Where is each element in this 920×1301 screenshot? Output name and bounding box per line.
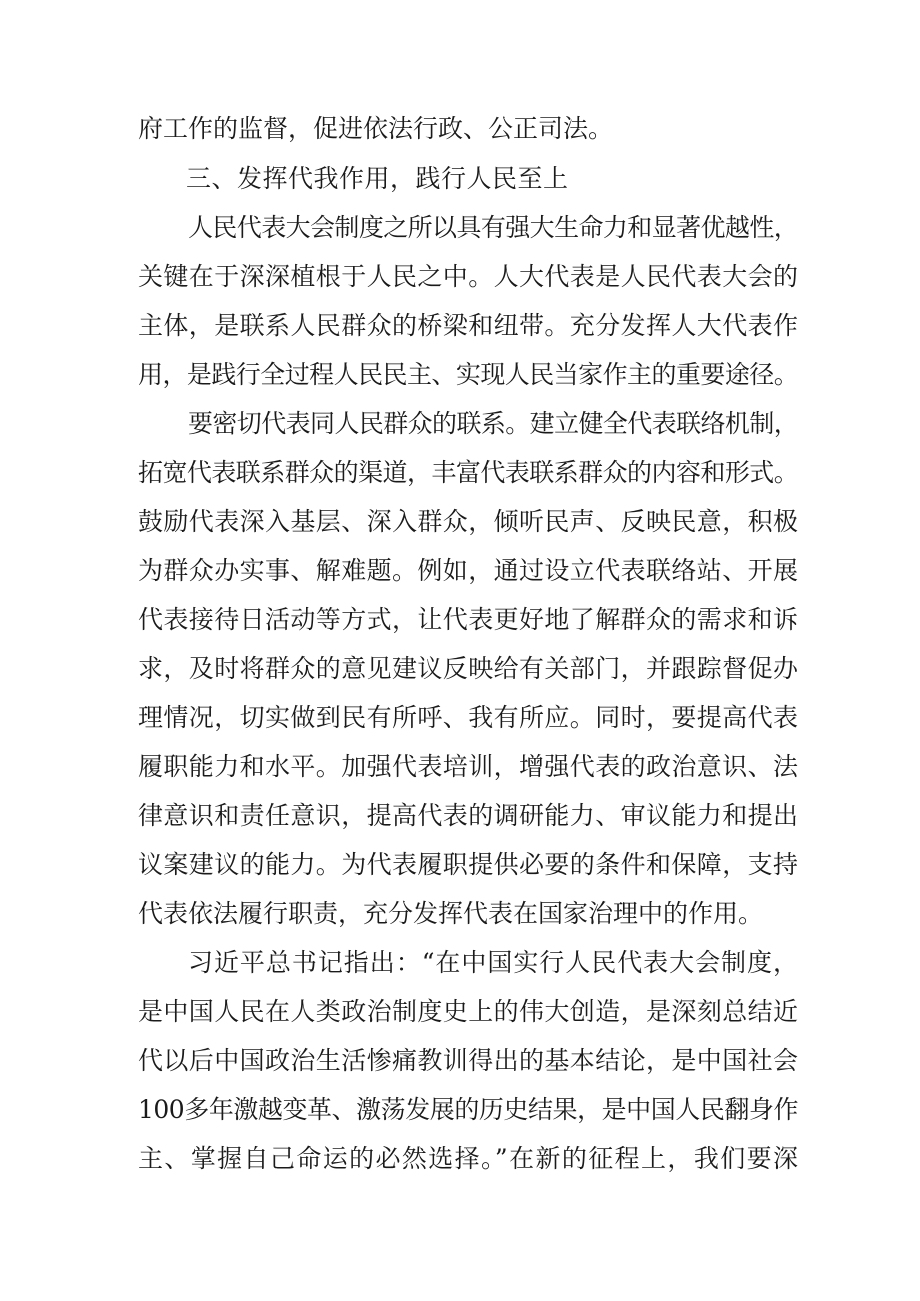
- paragraph-line: 为群众办实事、解难题。例如，通过设立代表联络站、开展: [138, 556, 798, 585]
- paragraph-line: 议案建议的能力。为代表履职提供必要的条件和保障，支持: [138, 850, 798, 879]
- paragraph-line: 要密切代表同人民群众的联系。建立健全代表联络机制，: [188, 409, 798, 438]
- paragraph-line: 是中国人民在人类政治制度史上的伟大创造，是深刻总结近: [138, 997, 798, 1026]
- paragraph-line: 鼓励代表深入基层、深入群众，倾听民声、反映民意，积极: [138, 507, 798, 536]
- section-heading: 三、发挥代我作用，践行人民至上: [186, 164, 569, 193]
- paragraph-line: 人民代表大会制度之所以具有强大生命力和显著优越性，: [188, 213, 798, 242]
- paragraph-line: 律意识和责任意识，提高代表的调研能力、审议能力和提出: [138, 801, 798, 830]
- paragraph-line: 主体，是联系人民群众的桥梁和纽带。充分发挥人大代表作: [138, 311, 798, 340]
- paragraph-line: 代表依法履行职责，充分发挥代表在国家治理中的作用。: [138, 899, 764, 928]
- paragraph-line: 拓宽代表联系群众的渠道，丰富代表联系群众的内容和形式。: [138, 458, 798, 487]
- paragraph-line: 主、掌握自己命运的必然选择。”在新的征程上，我们要深: [138, 1144, 798, 1173]
- paragraph-line: 习近平总书记指出：“在中国实行人民代表大会制度，: [188, 948, 798, 977]
- paragraph-line: 100多年激越变革、激荡发展的历史结果，是中国人民翻身作: [138, 1095, 798, 1124]
- paragraph-line: 府工作的监督，促进依法行政、公正司法。: [138, 114, 614, 143]
- paragraph-line: 代表接待日活动等方式，让代表更好地了解群众的需求和诉: [138, 605, 798, 634]
- paragraph-line: 求，及时将群众的意见建议反映给有关部门，并跟踪督促办: [138, 654, 798, 683]
- paragraph-line: 履职能力和水平。加强代表培训，增强代表的政治意识、法: [138, 752, 798, 781]
- paragraph-line: 理情况，切实做到民有所呼、我有所应。同时，要提高代表: [138, 703, 798, 732]
- paragraph-line: 关键在于深深植根于人民之中。人大代表是人民代表大会的: [138, 262, 798, 291]
- paragraph-line: 代以后中国政治生活惨痛教训得出的基本结论，是中国社会: [138, 1046, 798, 1075]
- paragraph-line: 用，是践行全过程人民民主、实现人民当家作主的重要途径。: [138, 360, 798, 389]
